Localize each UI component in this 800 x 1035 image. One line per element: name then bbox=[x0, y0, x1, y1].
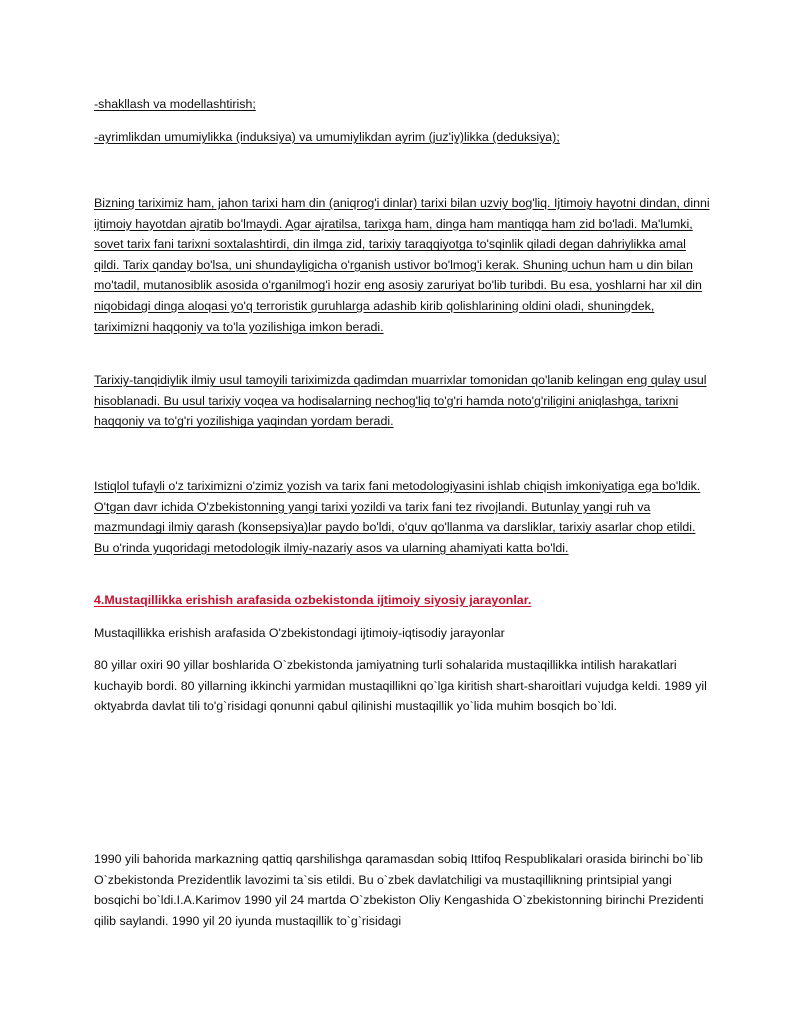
section-heading: 4.Mustaqillikka erishish arafasida ozbekistonda ijtimoiy siyosiy jarayonlar. bbox=[94, 593, 532, 607]
body-paragraph: 1990 yili bahorida markazning qattiq qarshilishga qaramasdan sobiq Ittifoq Respublikalari orasida birinchi bo`lib O`zbekistonda Prezidentlik lavozimi ta`sis etildi. Bu o`zbek davlatchiligi va mustaqillikning printsipial yangi bosqichi bo`ldi.I.A.Karimov 1990 yil 24 martda O`zbekiston Oliy Kengashida O`zbekistonning birinchi Prezidenti qilib saylandi. 1990 yil 20 iyunda mustaqillik to`g`risidagi bbox=[94, 852, 704, 928]
list-item: -ayrimlikdan umumiylikka (induksiya) va umumiylikdan ayrim (juz'iy)likka (deduksiya); bbox=[94, 130, 560, 144]
subheading: Mustaqillikka erishish arafasida O'zbekistondagi ijtimoiy-iqtisodiy jarayonlar bbox=[94, 626, 505, 640]
body-paragraph: Istiqlol tufayli o'z tariximizni o'zimiz yozish va tarix fani metodologiyasini ishlab chiqish imkoniyatiga ega bo'ldik. O'tgan davr ichida O'zbekistonning yangi tarixi yozildi va tarix fani tez rivojlandi. Butunlay yangi ruh va mazmundagi ilmiy qarash (konsepsiya)lar paydo bo'ldi, o'quv qo'llanma va darsliklar, tarixiy asarlar chop etildi. Bu o'rinda yuqoridagi metodologik ilmiy-nazariy asos va ularning ahamiyati katta bo'ldi. bbox=[94, 479, 701, 555]
body-paragraph: Bizning tariximiz ham, jahon tarixi ham din (aniqrog'i dinlar) tarixi bilan uzviy bog'liq. Ijtimoiy hayotni dindan, dinni ijtimoiy hayotdan ajratib bo'lmaydi. Agar ajratilsa, tarixga ham, dinga ham mantiqqa ham zid bo'ladi. Ma'lumki, sovet tarix fani tarixni soxtalashtirdi, din ilmga zid, tarixiy taraqqiyotga to'sqinlik qiladi degan dahriylikka amal qildi. Tarix qanday bo'lsa, uni shundayligicha o'rganish ustivor bo'lmog'i kerak. Shuning uchun ham u din bilan mo'tadil, mutanosiblik asosida o'rganilmog'i hozir eng asosiy zaruriyat bo'lib turibdi. Bu esa, yoshlarni har xil din niqobidagi dinga aloqasi yo'q terroristik guruhlarga adashib kirib qolishlarining oldini oladi, shuningdek, tariximizni haqqoniy va to'la yozilishiga imkon beradi. bbox=[94, 196, 710, 334]
body-paragraph: 80 yillar oxiri 90 yillar boshlarida O`zbekistonda jamiyatning turli sohalarida mustaqillikka intilish harakatlari kuchayib bordi. 80 yillarning ikkinchi yarmidan mustaqillikni qo`lga kiritish shart-sharoitlari vujudga keldi. 1989 yil oktyabrda davlat tili to'g`risidagi qonunni qabul qilinishi mustaqillik yo`lida muhim bosqich bo`ldi. bbox=[94, 658, 707, 714]
body-paragraph: Tarixiy-tanqidiylik ilmiy usul tamoyili tariximizda qadimdan muarrixlar tomonidan qo'lanib kelingan eng qulay usul hisoblanadi. Bu usul tarixiy voqea va hodisalarning nechog'liq to'g'ri hamda noto'g'riligini aniqlashga, tarixni haqqoniy va to'g'ri yozilishiga yaqindan yordam beradi. bbox=[94, 373, 707, 429]
list-item: -shakllash va modellashtirish; bbox=[94, 97, 256, 111]
